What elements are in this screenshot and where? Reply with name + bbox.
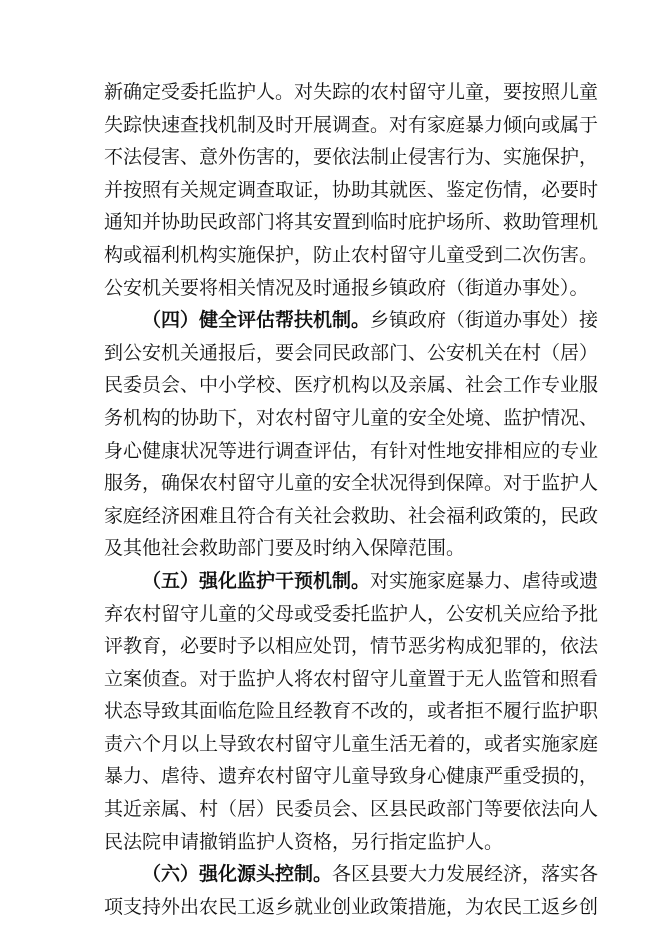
paragraph-continuation (104, 76, 599, 304)
text-line: 通知并协助民政部门将其安置到临时庇护场所、救助管理机 (104, 211, 599, 234)
text-fragment: 对实施家庭暴力、虐待或遗 (370, 569, 599, 592)
text-line (104, 304, 599, 337)
paragraph-assessment-mechanism (104, 304, 599, 565)
text-line: 状态导致其面临危险且经教育不改的，或者拒不履行监护职 (104, 700, 599, 723)
text-line: 其近亲属、村（居）民委员会、区县民政部门等要依法向人 (104, 798, 599, 821)
paragraph-source-control (104, 858, 599, 923)
text-line (104, 565, 599, 598)
section-heading: （四）健全评估帮扶机制。 (142, 309, 371, 332)
paragraph-guardianship-intervention (104, 565, 599, 858)
body-text (104, 76, 599, 923)
text-line: 务机构的协助下，对农村留守儿童的安全处境、监护情况、 (104, 406, 599, 429)
text-fragment: 乡镇政府（街道办事处）接 (370, 309, 599, 332)
text-line: 民委员会、中小学校、医疗机构以及亲属、社会工作专业服 (104, 374, 599, 397)
text-line: 家庭经济困难且符合有关社会救助、社会福利政策的，民政 (104, 504, 599, 527)
text-line: 弃农村留守儿童的父母或受委托监护人，公安机关应给予批 (104, 602, 599, 625)
text-line: 到公安机关通报后，要会同民政部门、公安机关在村（居） (104, 341, 599, 364)
text-line: 公安机关要将相关情况及时通报乡镇政府（街道办事处）。 (104, 276, 589, 299)
text-line: 项支持外出农民工返乡就业创业政策措施，为农民工返乡创 (104, 895, 599, 918)
text-line: 身心健康状况等进行调查评估，有针对性地安排相应的专业 (104, 439, 599, 462)
text-line: 新确定受委托监护人。对失踪的农村留守儿童，要按照儿童 (104, 81, 599, 103)
section-heading: （五）强化监护干预机制。 (142, 569, 371, 592)
text-line: 构或福利机构实施保护，防止农村留守儿童受到二次伤害。 (104, 243, 599, 266)
text-line: 责六个月以上导致农村留守儿童生活无着的，或者实施家庭 (104, 732, 599, 755)
text-line: 并按照有关规定调查取证，协助其就医、鉴定伤情，必要时 (104, 178, 599, 201)
text-line: 立案侦查。对于监护人将农村留守儿童置于无人监管和照看 (104, 667, 599, 690)
section-heading: （六）强化源头控制。 (142, 863, 333, 886)
text-line: 不法侵害、意外伤害的，要依法制止侵害行为、实施保护， (104, 146, 599, 169)
text-line: 民法院申请撤销监护人资格，另行指定监护人。 (104, 830, 504, 853)
text-line (104, 858, 599, 891)
text-line: 失踪快速查找机制及时开展调查。对有家庭暴力倾向或属于 (104, 113, 599, 136)
text-line: 服务，确保农村留守儿童的安全状况得到保障。对于监护人 (104, 472, 599, 495)
text-line: 及其他社会救助部门要及时纳入保障范围。 (104, 537, 466, 560)
text-line: 评教育，必要时予以相应处罚，情节恶劣构成犯罪的，依法 (104, 635, 599, 658)
text-line: 暴力、虐待、遗弃农村留守儿童导致身心健康严重受损的， (104, 765, 599, 788)
text-fragment: 各区县要大力发展经济，落实各 (332, 863, 599, 886)
